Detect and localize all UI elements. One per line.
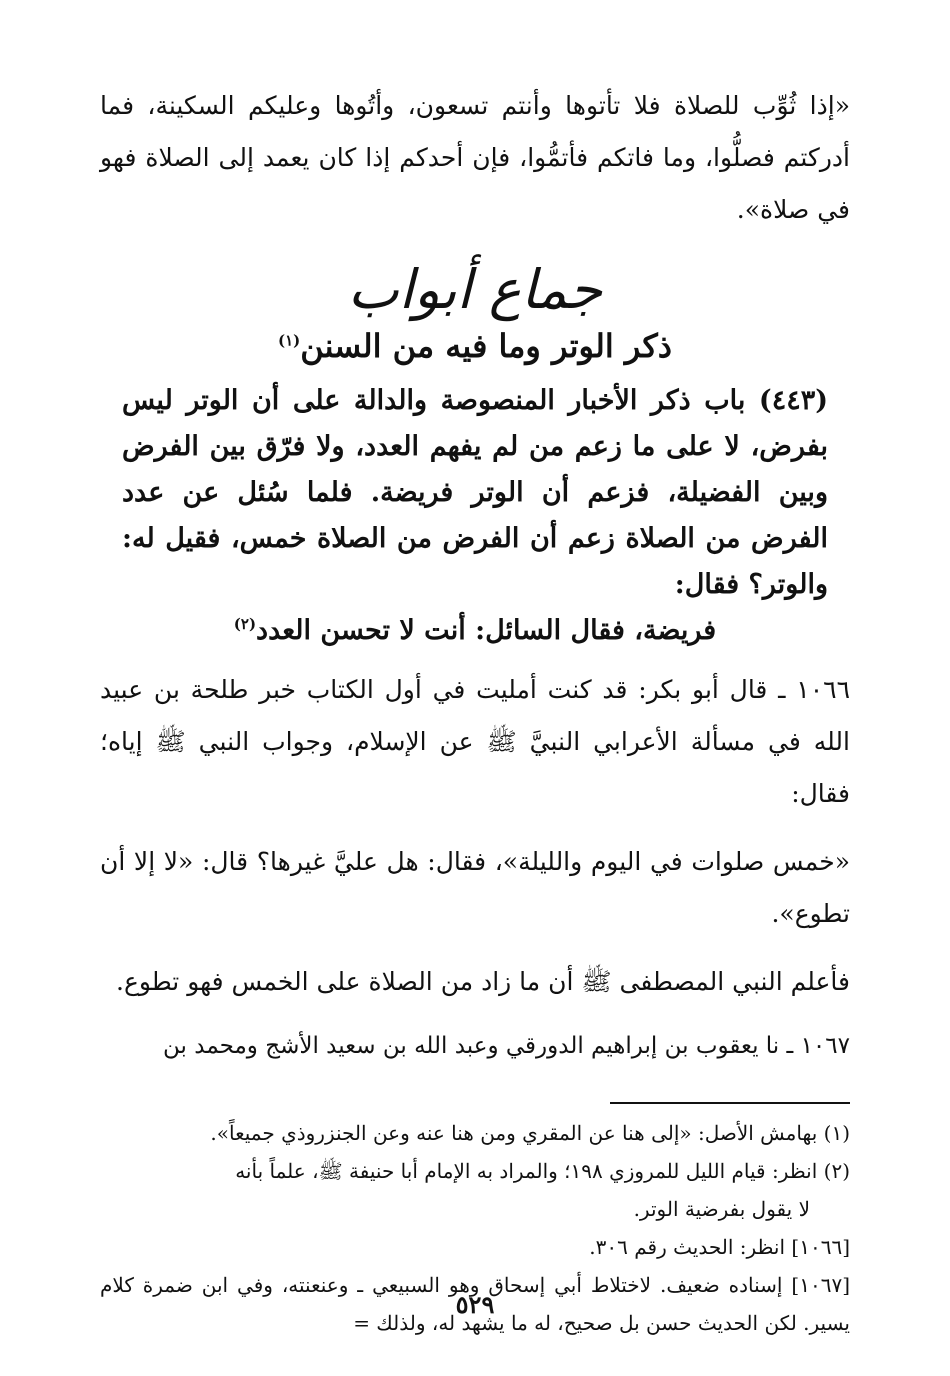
- chapter-last-line-text: فريضة، فقال السائل: أنت لا تحسن العدد: [256, 615, 717, 646]
- footnote-1: (١) بهامش الأصل: «إلى هنا عن المقري ومن هنا عنه وعن الجنزروذي جميعاً».: [210, 1121, 850, 1145]
- footnote-1067: [١٠٦٧] إسناده ضعيف. لاختلاط أبي إسحاق وهو السبيعي ـ وعنعنته، وفي ابن ضمرة كلام يسير. لكن الحديث حسن بل صحيح، له ما يشهد له، ولذلك =: [100, 1273, 850, 1335]
- paragraph-1067: ١٠٦٧ ـ نا يعقوب بن إبراهيم الدورقي وعبد الله بن سعيد الأشج ومحمد بن: [163, 1033, 850, 1059]
- footnote-ref-2: (٢): [233, 615, 257, 633]
- footnote-divider: [610, 1102, 850, 1104]
- chapter-heading-text: (٤٤٣) باب ذكر الأخبار المنصوصة والدالة على أن الوتر ليس بفرض، لا على ما زعم من لم يفهم العدد، ولا فرّق بين الفرض وبين الفضيلة، فزعم أن الوتر فريضة. فلما سُئل عن عدد الفرض من الصلاة زعم أن الفرض من الصلاة خمس، فقيل له: والوتر؟ فقال:: [122, 385, 828, 600]
- footnote-2-line-1: (٢) انظر: قيام الليل للمروزي ١٩٨؛ والمراد به الإمام أبا حنيفة ﷺ، علماً بأنه: [235, 1159, 850, 1183]
- section-script-title: جماع أبواب: [347, 258, 603, 321]
- section-main-title-text: ذكر الوتر وما فيه من السنن: [300, 327, 672, 365]
- page-number: ٥٢٩: [455, 1290, 495, 1319]
- section-main-title: [100, 324, 850, 368]
- conclusion-paragraph: فأعلم النبي المصطفى ﷺ أن ما زاد من الصلاة على الخمس فهو تطوع.: [116, 967, 850, 996]
- paragraph-1066: ١٠٦٦ ـ قال أبو بكر: قد كنت أمليت في أول الكتاب خبر طلحة بن عبيد الله في مسألة الأعرابي النبيَّ ﷺ عن الإسلام، وجواب النبي ﷺ إياه؛ فقال:: [100, 675, 850, 808]
- top-hadith-quote: «إذا ثُوِّب للصلاة فلا تأتوها وأنتم تسعون، وأتُوها وعليكم السكينة، فما أدركتم فصلُّوا، وما فاتكم فأتمُّوا، فإن أحدكم إذا كان يعمد إلى الصلاة فهو في صلاة».: [100, 91, 850, 224]
- footnote-2-line-2: لا يقول بفرضية الوتر.: [633, 1197, 810, 1221]
- footnote-ref-1: (١): [277, 331, 301, 350]
- footnote-1066: [١٠٦٦] انظر: الحديث رقم ٣٠٦.: [589, 1235, 850, 1259]
- hadith-text: «خمس صلوات في اليوم والليلة»، فقال: هل عليَّ غيرها؟ قال: «لا إلا أن تطوع».: [100, 847, 850, 928]
- chapter-heading: [100, 378, 850, 654]
- chapter-heading-last-line: [122, 608, 828, 654]
